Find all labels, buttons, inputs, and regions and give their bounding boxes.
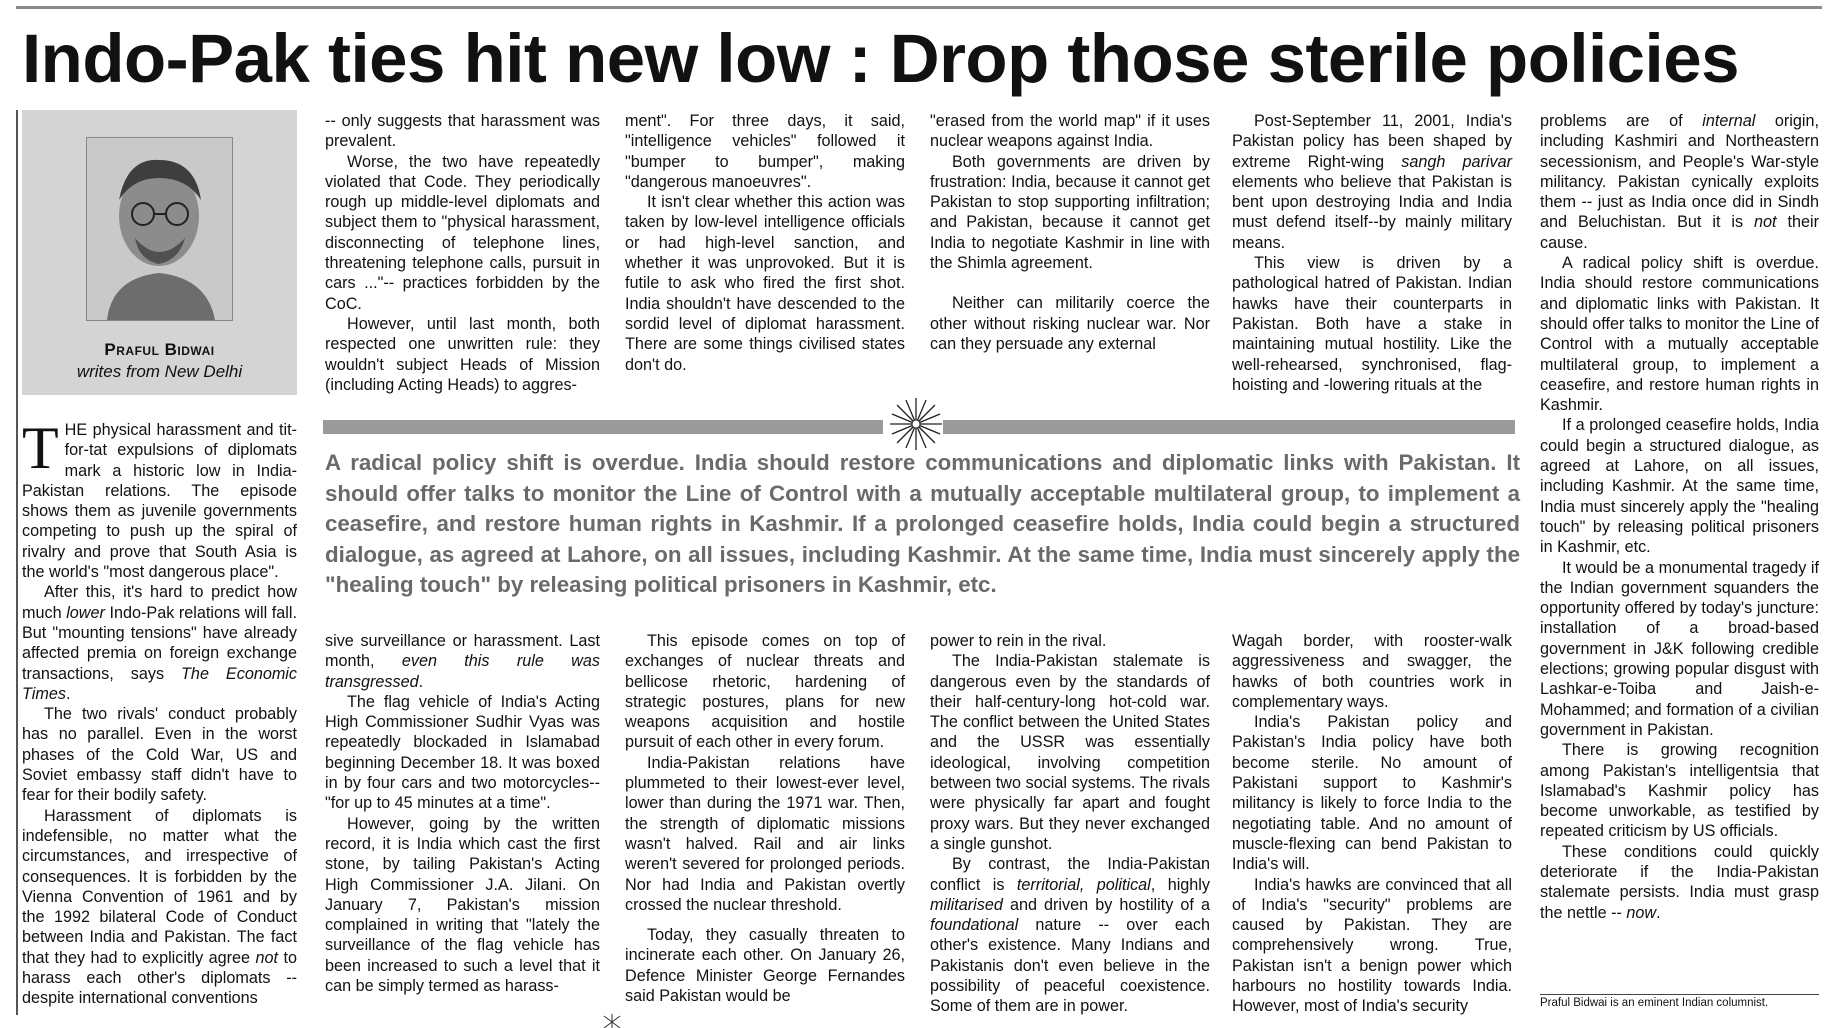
top-rule <box>16 6 1822 9</box>
pullquote-rule-left <box>323 420 883 434</box>
column-1 <box>22 415 298 1009</box>
column-2-bottom <box>325 631 600 996</box>
text-run: elements who believe that Pakistan is bent upon destroying India and India must defend itself--by mainly military means. <box>1232 172 1512 252</box>
starburst-fragment-icon <box>600 1014 624 1028</box>
author-name: Praful Bidwai <box>104 340 215 359</box>
text-run: , highly <box>1150 875 1210 894</box>
paragraph: Worse, the two have repeatedly violated that Code. They periodically rough up middle-level diplomats and subject them to "physical harassment, disconnecting of telephone lines, threatening telephone calls, pursuit in cars ..."-- practices forbidden by the CoC. <box>325 152 600 313</box>
paragraph: However, going by the written record, it is India which cast the first stone, by tailing Pakistan's Acting High Commissioner J.A. Jilani. On January 7, Pakistan's mission complained in writing that "lately the surveillance of the flag vehicle has been increased to such a level that it can be simply termed as harass- <box>325 814 600 996</box>
text-run: After this, it's hard to predict how much <box>22 583 297 622</box>
paragraph: power to rein in the rival. <box>930 632 1107 650</box>
text-run: foundational <box>930 916 1019 935</box>
text-run: now <box>1626 903 1657 922</box>
text-run: internal <box>1702 112 1756 130</box>
paragraph: India's hawks are convinced that all of India's "security" problems are caused by Pakistan. They are comprehensively wrong. True, Pakistan isn't a benign power which harbours no hostility towards India. However, most of India's security <box>1232 875 1512 1016</box>
paragraph: It isn't clear whether this action was taken by low-level intelligence officials or had high-level sanction, and whether it was unprovoked. But it is futile to ask who fired the first shot. India shouldn't have descended to the sordid level of diplomat harassment. There are some things civilised states don't do. <box>625 193 905 374</box>
text-run: not <box>1754 213 1777 232</box>
text-run: and driven by hostility of a <box>1002 895 1210 914</box>
paragraph: This episode comes on top of exchanges of nuclear threats and bellicose rhetoric, hardening of strategic postures, plans for new weapons acquisition and hostile pursuit of each other in every forum. <box>625 632 905 752</box>
text-run: to harass each other's diplomats -- despite international conventions <box>22 948 297 1008</box>
paragraph: Both governments are driven by frustration: India, because it cannot get Pakistan to stop supporting infiltration; and Pakistan, because it cannot get India to negotiate Kashmir in line with the Shimla agreement. <box>930 152 1210 273</box>
drop-cap: T <box>22 415 59 481</box>
paragraph: If a prolonged ceasefire holds, India could begin a structured dialogue, as agreed at Lahore, on all issues, including Kashmir. At the same time, India must sincerely apply the "healing touch" by releasing political prisoners in Kashmir, etc. <box>1540 416 1819 557</box>
text-run: These conditions could quickly deteriorate if the India-Pakistan stalemate persists. India must grasp the nettle -- <box>1540 842 1819 922</box>
text-run: territorial, political <box>1016 875 1151 894</box>
paragraph: The two rivals' conduct probably has no parallel. Even in the worst phases of the Cold War, US and Soviet embassy staff didn't have to fear for their bodily safety. <box>22 705 297 805</box>
author-photo <box>86 137 233 321</box>
paragraph: India-Pakistan relations have plummeted to their lowest-ever level, lower than during the 1971 war. Then, the strength of diplomatic missions wasn't halved. Rail and air links weren't severed for prolonged periods. Nor had India and Pakistan overtly crossed the nuclear threshold. <box>625 753 905 914</box>
paragraph: Today, they casually threaten to incinerate each other. On January 26, Defence Minister George Fernandes said Pakistan would be <box>625 926 905 1006</box>
column-5-top <box>1232 111 1512 395</box>
text-run: not <box>255 948 279 967</box>
paragraph: "erased from the world map" if it uses nuclear weapons against India. <box>930 112 1210 151</box>
text-run: sive surveillance or harassment. Last month, <box>325 632 600 671</box>
author-location: writes from New Delhi <box>76 362 243 381</box>
column-3-bottom <box>625 631 905 1006</box>
paragraph: HE physical harassment and tit-for-tat expulsions of diplomats mark a historic low in India-Pakistan relations. The episode shows them as juvenile governments competing to push up the spiral of rivalry and prove that South Asia is the world's "most dangerous place". <box>22 421 297 582</box>
column-2-top <box>325 111 600 395</box>
left-rule <box>16 110 18 1015</box>
text-run: origin, including Kashmiri and Northeastern secessionism, and People's War-style militancy. Pakistan cynically exploits them -- just as India once did in Sindh and Beluchistan. But it is <box>1540 112 1820 232</box>
paragraph: This view is driven by a pathological hatred of Pakistan. Indian hawks have their counterparts in Pakistan. Both have a stake in maintaining mutual hostility. Like the well-rehearsed, synchronised, flag-hoisting and -lowering rituals at the <box>1232 254 1512 394</box>
text-run: their cause. <box>1540 213 1819 252</box>
column-3-top <box>625 111 905 375</box>
text-run: Post-September 11, 2001, India's Pakistan policy has been shaped by extreme Right-wing <box>1232 112 1512 171</box>
author-credit: Praful Bidwai is an eminent Indian columnist. <box>1540 997 1769 1009</box>
paragraph: However, until last month, both respected one unwritten rule: they wouldn't subject Heads of Mission (including Acting Heads) to aggres- <box>325 314 600 394</box>
text-run: sangh parivar <box>1401 152 1512 171</box>
paragraph: Wagah border, with rooster-walk aggressiveness and swagger, the hawks of both countries work in complementary ways. <box>1232 632 1512 711</box>
headline: Indo-Pak ties hit new low : Drop those sterile policies <box>22 20 1739 97</box>
text-run: nature -- over each other's existence. Many Indians and Pakistanis don't even believe in the possibility of peaceful coexistence. Some of them are in power. <box>930 916 1210 1016</box>
text-run: Harassment of diplomats is indefensible, no matter what the circumstances, and irrespective of consequences. It is forbidden by the Vienna Convention of 1961 and by the 1992 bilateral Code of Conduct between India and Pakistan. The fact that they had to explicitly agree <box>22 806 297 967</box>
text-run: The Economic Times <box>22 664 298 703</box>
pullquote: A radical policy shift is overdue. India should restore communications and diplomatic links with Pakistan. It should offer talks to monitor the Line of Control with a mutually acceptable multilateral group, to implement a ceasefire, and restore human rights in Kashmir. If a prolonged ceasefire holds, India could begin a structured dialogue, as agreed at Lahore, on all issues, including Kashmir. At the same time, India must sincerely apply the "healing touch" by releasing political prisoners in Kashmir, etc. <box>325 450 1520 597</box>
text-run: Indo-Pak relations will fall. But "mounting tensions" have already affected premia on foreign exchange transactions, says <box>22 603 297 683</box>
paragraph: Neither can militarily coerce the other without risking nuclear war. Nor can they persuade any external <box>930 294 1210 353</box>
paragraph: -- only suggests that harassment was prevalent. <box>325 112 600 151</box>
paragraph: The India-Pakistan stalemate is dangerous even by the standards of their half-century-long hot-cold war. The conflict between the United States and the USSR was essentially ideological, involving competition between two social systems. The rivals were physically far apart and fought proxy wars. But they never exchanged a single gunshot. <box>930 652 1210 853</box>
column-5-bottom <box>1232 631 1512 1017</box>
paragraph: A radical policy shift is overdue. India should restore communications and diplomatic links with Pakistan. It should offer talks to monitor the Line of Control with a mutually acceptable multilateral group, to implement a ceasefire, and restore human rights in Kashmir. <box>1540 254 1819 415</box>
credit-rule <box>1540 994 1819 995</box>
paragraph: ment". For three days, it said, "intelligence vehicles" followed it "bumper to bumper", making "dangerous manoeuvres". <box>625 112 905 191</box>
starburst-icon <box>888 396 944 452</box>
paragraph: India's Pakistan policy and Pakistan's India policy have both become sterile. No amount of Pakistani support to Kashmir's militancy is likely to force India to the negotiating table. And no amount of muscle-flexing can bend Pakistan to India's will. <box>1232 713 1512 874</box>
text-run: problems are of <box>1540 112 1703 130</box>
text-run: By contrast, the India-Pakistan conflict is <box>930 855 1210 894</box>
text-run: lower <box>66 603 105 622</box>
text-run: militarised <box>930 895 1003 914</box>
column-4-bottom <box>930 631 1210 1017</box>
text-run: . <box>1656 903 1661 922</box>
text-run: . <box>65 684 71 703</box>
paragraph: It would be a monumental tragedy if the Indian government squanders the opportunity offered by today's juncture: installation of a broad-based government in J&K following credible elections; growing popular disgust with Lashkar-e-Toiba and Jaish-e-Mohammed; and formation of a civilian government in Pakistan. <box>1540 558 1819 739</box>
text-run: even this rule was transgressed <box>325 652 600 691</box>
paragraph: There is growing recognition among Pakistan's intelligentsia that Islamabad's Kashmir policy has become unworkable, as testified by repeated criticism by US officials. <box>1540 741 1819 841</box>
column-6 <box>1540 111 1819 923</box>
text-run: . <box>418 672 424 691</box>
paragraph: The flag vehicle of India's Acting High Commissioner Sudhir Vyas was repeatedly blockaded in Islamabad beginning December 18. It was boxed in by four cars and two motorcycles--"for up to 45 minutes at a time". <box>325 692 600 813</box>
pullquote-rule-right <box>943 420 1515 434</box>
column-4-top <box>930 111 1210 354</box>
